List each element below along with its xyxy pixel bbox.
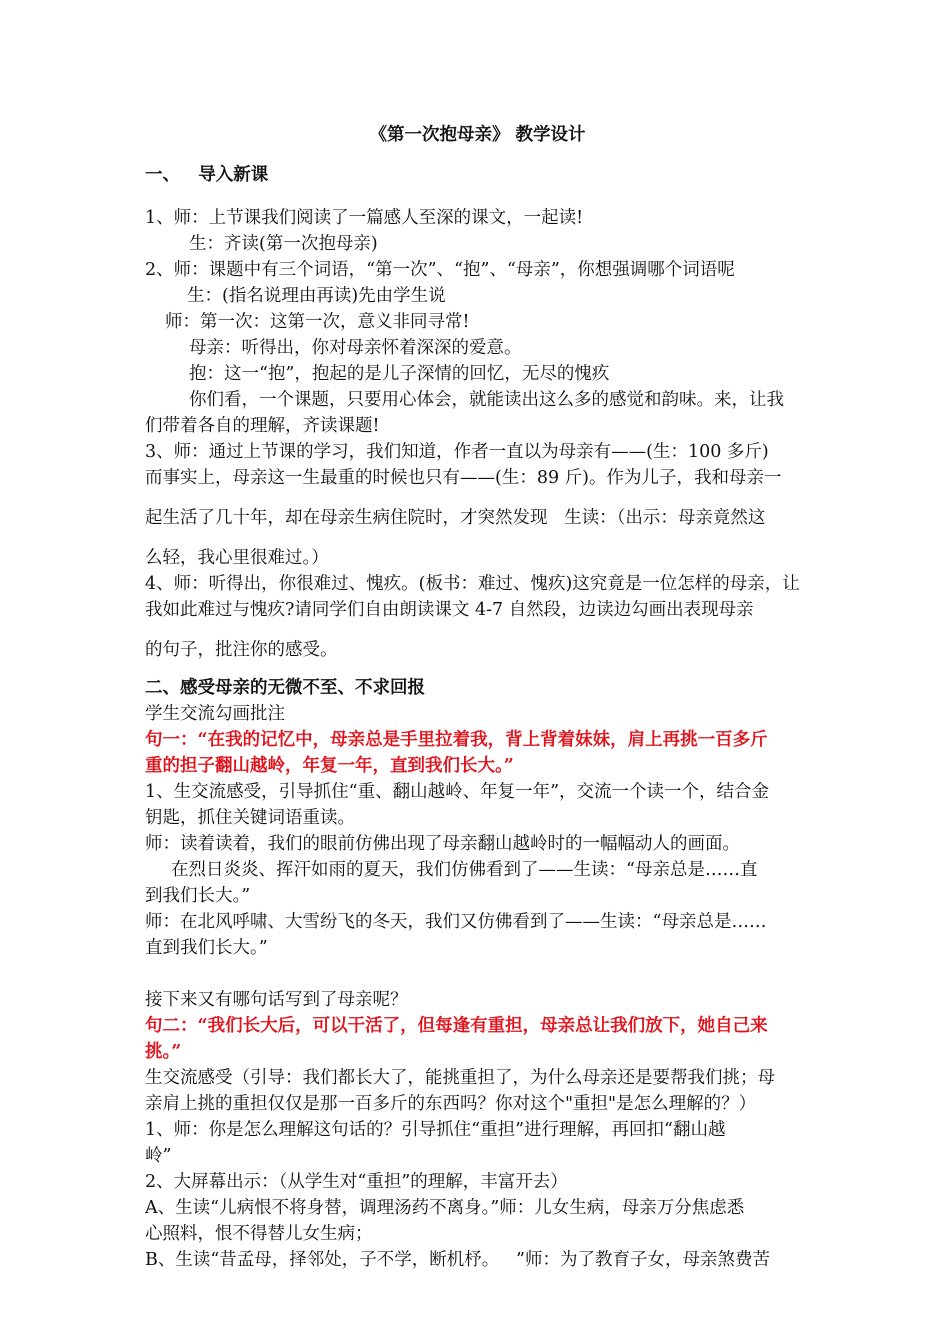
paragraph: 4、师：听得出，你很难过、愧疚。(板书：难过、愧疚)这究竟是一位怎样的母亲，让 bbox=[145, 574, 800, 594]
paragraph: 亲肩上挑的重担仅仅是那一百多斤的东西吗？你对这个"重担"是怎么理解的？） bbox=[145, 1094, 757, 1114]
paragraph: 师：读着读着，我们的眼前仿佛出现了母亲翻山越岭时的一幅幅动人的画面。 bbox=[145, 834, 740, 854]
section-heading-intro: 一、 导入新课 bbox=[145, 165, 269, 185]
paragraph: 3、师：通过上节课的学习，我们知道，作者一直以为母亲有——(生：100 多斤) bbox=[145, 442, 769, 462]
paragraph: 抱：这一“抱”，抱起的是儿子深情的回忆，无尽的愧疚 bbox=[189, 364, 610, 384]
paragraph: 的句子，批注你的感受。 bbox=[145, 640, 338, 660]
paragraph: 学生交流勾画批注 bbox=[145, 704, 285, 724]
section-heading-feel: 二、感受母亲的无微不至、不求回报 bbox=[145, 678, 425, 698]
paragraph: A、生读“儿病恨不将身替，调理汤药不离身。”师：儿女生病，母亲万分焦虑悉 bbox=[145, 1198, 745, 1218]
paragraph: 母亲：听得出，你对母亲怀着深深的爱意。 bbox=[189, 338, 522, 358]
paragraph: 生：(指名说理由再读)先由学生说 bbox=[187, 286, 446, 306]
document-page bbox=[145, 122, 810, 1273]
paragraph: 你们看，一个课题，只要用心体会，就能读出这么多的感觉和韵味。来，让我 bbox=[189, 390, 784, 410]
paragraph: 起生活了几十年，却在母亲生病住院时，才突然发现 生读：（出示：母亲竟然这 bbox=[145, 508, 766, 528]
paragraph: 到我们长大。” bbox=[145, 886, 251, 906]
paragraph: 我如此难过与愧疚?请同学们自由朗读课文 4-7 自然段，边读边勾画出表现母亲 bbox=[145, 600, 754, 620]
paragraph: 心照料，恨不得替儿女生病； bbox=[145, 1224, 373, 1244]
paragraph: 师：在北风呼啸、大雪纷飞的冬天，我们又仿佛看到了——生读：“母亲总是…… bbox=[145, 912, 767, 932]
quote-highlight: 重的担子翻山越岭，年复一年，直到我们长大。” bbox=[145, 756, 514, 776]
paragraph: 岭” bbox=[145, 1146, 172, 1166]
quote-highlight: 挑。” bbox=[145, 1042, 182, 1062]
paragraph: 钥匙，抓住关键词语重读。 bbox=[145, 808, 355, 828]
paragraph: 2、师：课题中有三个词语，“第一次”、“抱”、“母亲”，你想强调哪个词语呢 bbox=[145, 260, 735, 280]
document-title: 《第一次抱母亲》 教学设计 bbox=[369, 125, 586, 145]
paragraph: 生交流感受（引导：我们都长大了，能挑重担了，为什么母亲还是要帮我们挑；母 bbox=[145, 1068, 775, 1088]
paragraph: 而事实上，母亲这一生最重的时候也只有——(生：89 斤)。作为儿子，我和母亲一 bbox=[145, 468, 782, 488]
paragraph: 直到我们长大。” bbox=[145, 938, 268, 958]
paragraph: 在烈日炎炎、挥汗如雨的夏天，我们仿佛看到了——生读：“母亲总是……直 bbox=[171, 860, 758, 880]
paragraph: 么轻，我心里很难过。） bbox=[145, 548, 329, 568]
paragraph: 师：第一次：这第一次，意义非同寻常! bbox=[165, 312, 470, 332]
quote-highlight: 句一：“在我的记忆中，母亲总是手里拉着我，背上背着妹妹，肩上再挑一百多斤 bbox=[145, 730, 768, 750]
paragraph: 1、师：上节课我们阅读了一篇感人至深的课文，一起读! bbox=[145, 208, 584, 228]
paragraph: 们带着各自的理解，齐读课题! bbox=[145, 416, 380, 436]
paragraph: B、生读“昔孟母，择邻处，子不学，断机杼。 ”师：为了教育子女，母亲煞费苦 bbox=[145, 1250, 770, 1270]
paragraph: 1、生交流感受，引导抓住“重、翻山越岭、年复一年”，交流一个读一个，结合金 bbox=[145, 782, 770, 802]
paragraph: 接下来又有哪句话写到了母亲呢？ bbox=[145, 990, 408, 1010]
paragraph: 生：齐读(第一次抱母亲) bbox=[189, 234, 378, 254]
quote-highlight: 句二：“我们长大后，可以干活了，但每逢有重担，母亲总让我们放下，她自己来 bbox=[145, 1016, 768, 1036]
paragraph: 1、师：你是怎么理解这句话的？引导抓住“重担”进行理解，再回扣“翻山越 bbox=[145, 1120, 726, 1140]
paragraph: 2、大屏幕出示：（从学生对“重担”的理解，丰富开去） bbox=[145, 1172, 568, 1192]
